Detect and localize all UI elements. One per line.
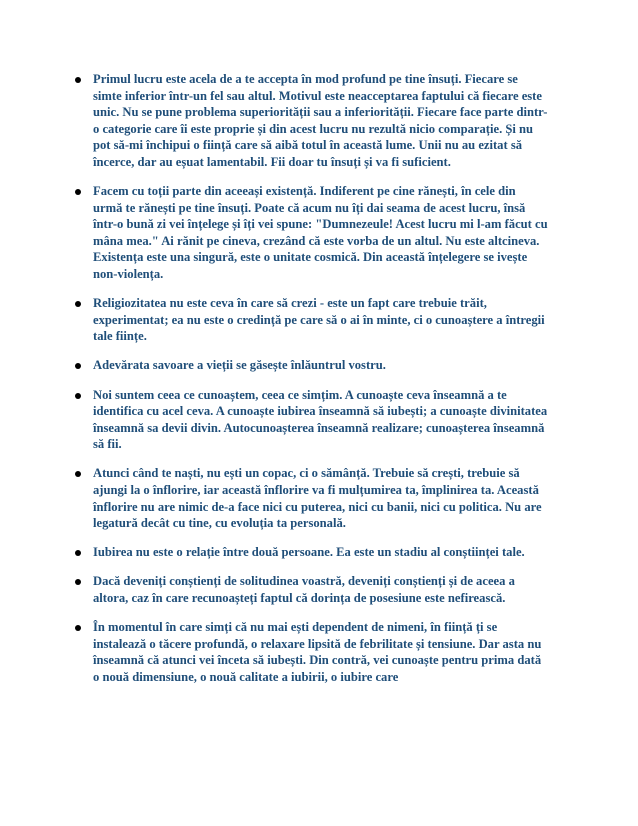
list-item (70, 295, 548, 345)
bullet-icon (75, 77, 81, 83)
list-item (70, 357, 548, 374)
paragraph-text: Primul lucru este acela de a te accepta în mod profund pe tine însuți. Fiecare se simte inferior într-un fel sau altul. Motivul este neacceptarea faptului că fiecare este unic. Nu se pune problema superiorității sau a inferiorității. Fiecare face parte dintr-o categorie care îi este proprie și din acest lucru nu rezultă nicio comparație. Și nu pot să-mi închipui o ființă care să aibă totul în această lume. Unii nu au ezitat să încerce, dar au eșuat lamentabil. Fii doar tu însuți și va fi suficient. (93, 72, 548, 169)
bullet-icon (75, 625, 81, 631)
bullet-icon (75, 579, 81, 585)
list-item (70, 71, 548, 171)
list-item (70, 387, 548, 453)
bullet-icon (75, 363, 81, 369)
paragraph-text: Facem cu toții parte din aceeași existență. Indiferent pe cine rănești, în cele din urmă te rănești pe tine însuți. Poate că acum nu îți dai seama de acest lucru, însă într-o bună zi vei înțelege și îți vei spune: "Dumnezeule! Acest lucru mi l-am făcut cu mâna mea." Ai rănit pe cineva, crezând că este vorba de un altul. Nu este altcineva. Existența este una singură, este o unitate cosmică. Din această înțelegere se ivește non-violența. (93, 184, 548, 282)
list-item (70, 183, 548, 283)
paragraph-text: În momentul în care simți că nu mai ești dependent de nimeni, în ființă ți se instalează o tăcere profundă, o relaxare lipsită de febrilitate și tensiune. Dar asta nu înseamnă că atunci vei înceta să iubești. Din contră, vei cunoaște pentru prima dată o nouă dimensiune, o nouă calitate a iubirii, o iubire care (93, 620, 542, 684)
list-item (70, 465, 548, 531)
bullet-icon (75, 393, 81, 399)
bullet-icon (75, 189, 81, 195)
bullet-icon (75, 471, 81, 477)
paragraph-text: Adevărata savoare a vieții se găsește înlăuntrul vostru. (93, 358, 386, 373)
paragraph-text: Dacă deveniți conștienți de solitudinea voastră, deveniți conștienți și de aceea a altora, caz în care recunoașteți faptul că dorința de posesiune este nefirească. (93, 574, 515, 605)
bullet-icon (75, 301, 81, 307)
paragraph-text: Noi suntem ceea ce cunoaștem, ceea ce simțim. A cunoaște ceva înseamnă a te identifica cu acel ceva. A cunoaște iubirea înseamnă să iubești; a cunoaște divinitatea înseamnă sa devii divin. Autocunoașterea înseamnă realizare; cunoașterea înseamnă să fii. (93, 387, 548, 452)
list-item (70, 573, 548, 606)
paragraph-text: Iubirea nu este o relație între două persoane. Ea este un stadiu al conștiinței tale. (93, 545, 525, 560)
quote-list (70, 71, 548, 698)
list-item (70, 544, 548, 561)
list-item (70, 619, 548, 685)
bullet-icon (75, 550, 81, 556)
paragraph-text: Religiozitatea nu este ceva în care să crezi - este un fapt care trebuie trăit, experimentat; ea nu este o credință pe care să o ai în minte, ci o cunoaștere a întregii tale ființe. (93, 296, 545, 344)
paragraph-text: Atunci când te naști, nu ești un copac, ci o sămânță. Trebuie să crești, trebuie să ajungi la o înflorire, iar această înflorire va fi mulțumirea ta, împlinirea ta. Această înflorire nu are nimic de-a face nici cu puterea, nici cu banii, nici cu politica. Nu are legatură decât cu tine, cu evoluția ta personală. (93, 466, 542, 531)
